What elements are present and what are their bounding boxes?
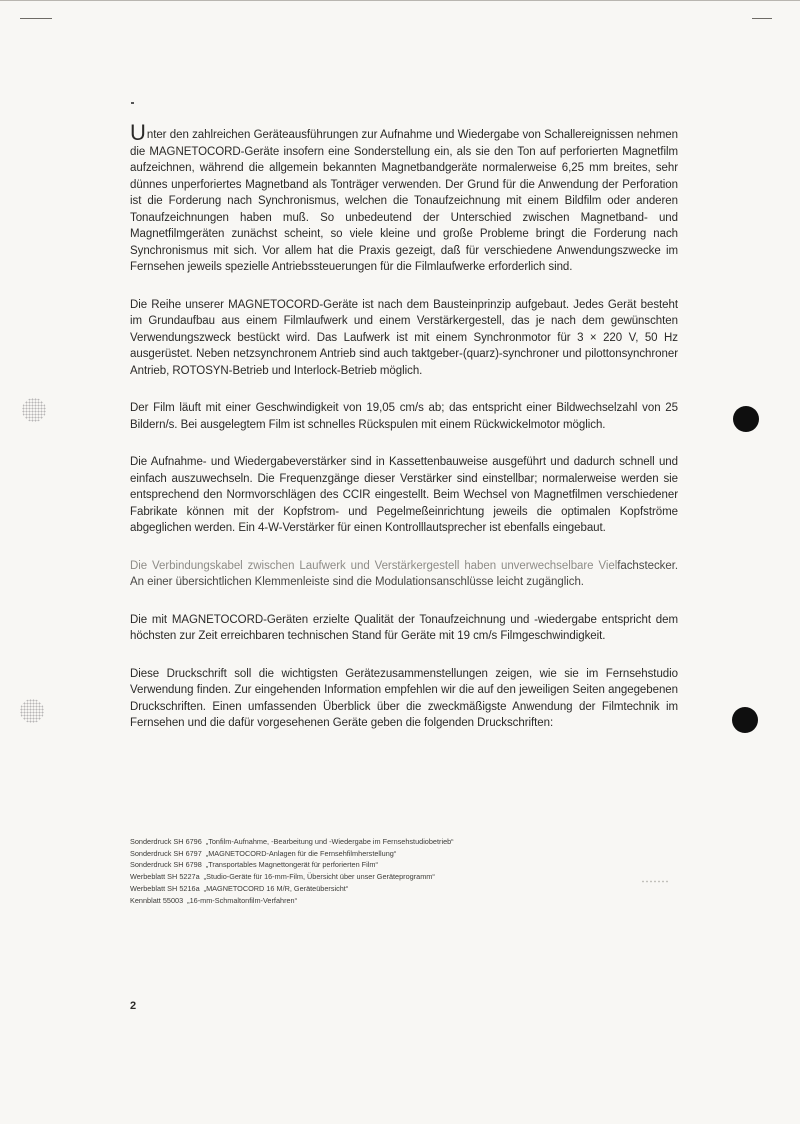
publication-overview-paragraph: Diese Druckschrift soll die wichtigsten Gerätezusammenstellungen zeigen, wie sie im Fernsehstudio Verwendung finden. Zur eingehenden Information empfehlen wir die auf den jeweiligen Seiten angegebenen Druckschriften. Einen umfassenden Überblick über die zweckmäßigste Anwendung der Filmtechnik im Fernsehen und die dafür vorgesehenen Geräte geben die folgenden Druckschriften:: [130, 667, 678, 729]
document-body: [130, 120, 678, 753]
reference-title: „Transportables Magnettongerät für perforierten Film“: [205, 860, 378, 870]
reference-title: „16-mm-Schmaltonfilm-Verfahren“: [187, 895, 298, 905]
reference-item: [130, 871, 650, 883]
reference-list: [130, 836, 650, 906]
connector-faded-text: Die Verbindungskabel zwischen Laufwerk und Verstärkergestell haben unverwechselbare Viel: [130, 559, 618, 572]
reference-item: [130, 848, 650, 860]
connector-text: fachstecker. An einer übersichtlichen Klemmenleiste sind die Modulationsanschlüsse leicht zugänglich.: [130, 559, 678, 588]
quality-paragraph: Die mit MAGNETOCORD-Geräten erzielte Qualität der Tonaufzeichnung und -wiedergabe entspricht dem höchsten zur Zeit erreichbaren technischen Stand für Geräte mit 19 cm/s Filmgeschwindigkeit.: [130, 613, 678, 642]
intro-paragraph: [130, 120, 678, 276]
upper-punch-hole: [733, 406, 759, 432]
upper-dot-pattern: [22, 398, 46, 422]
reference-title: „MAGNETOCORD-Anlagen für die Fernsehfilmherstellung“: [205, 848, 397, 858]
lower-punch-hole: [732, 707, 758, 733]
modular-system-paragraph: Die Reihe unserer MAGNETOCORD-Geräte ist nach dem Bausteinprinzip aufgebaut. Jedes Gerät besteht im Grundaufbau aus einem Filmlaufwerk und einem Verstärkergestell, das je nach dem gewünschten Verwendungszweck bestückt wird. Das Laufwerk ist mit einem Synchronmotor für 3 × 220 V, 50 Hz ausgerüstet. Neben netzsynchronem Antrieb sind auch taktgeber-(quarz)-synchroner und pilottonsynchroner Antrieb, ROTOSYN-Betrieb und Interlock-Betrieb möglich.: [130, 298, 678, 377]
reference-code: Werbeblatt SH 5216a: [130, 883, 200, 893]
reference-item: [130, 895, 650, 907]
dropcap-letter: U: [130, 120, 146, 145]
film-speed-paragraph: Der Film läuft mit einer Geschwindigkeit von 19,05 cm/s ab; das entspricht einer Bildwechselzahl von 25 Bildern/s. Bei ausgelegtem Film ist schnelles Rückspulen mit einem Rückwickelmotor möglich.: [130, 402, 678, 431]
reference-code: Werbeblatt SH 5227a: [130, 872, 200, 882]
reference-title: „Tonfilm-Aufnahme, -Bearbeitung und -Wiedergabe im Fernsehstudiobetrieb“: [205, 837, 454, 846]
lower-dot-pattern: [20, 699, 44, 723]
reference-item: [130, 883, 650, 895]
intro-text: nter den zahlreichen Geräteausführungen zur Aufnahme und Wiedergabe von Schallereignissen nehmen die MAGNETOCORD-Geräte insofern eine Sonderstellung ein, als sie den Ton auf perforierten Magnetfilm aufzeichnen, während die allgemein bekannten Magnetbandgeräte normalerweise 6,25 mm breites, sehr dünnes unperforiertes Magnetband als Tonträger verwenden. Der Grund für die Anwendung der Perforation ist die Forderung nach Synchronismus, welchen die Tonaufzeichnung mit einem Bildfilm oder anderen Tonaufzeichnungen haben muß. So unbedeutend der Unterschied zwischen Magnetband- und Magnetfilmgeräten zunächst scheint, so viele kleine und große Probleme bringt die Forderung nach Synchronismus mit sich. Vor allem hat die Praxis gezeigt, daß für verschiedene Anwendungszwecke im Fernsehen jeweils spezielle Antriebssteuerungen für die Filmlaufwerke erforderlich sind.: [130, 129, 678, 273]
reference-code: Sonderdruck SH 6797: [130, 848, 202, 858]
reference-code: Kennblatt 55003: [130, 895, 184, 905]
left-crop-mark: [20, 18, 52, 19]
reference-code: Sonderdruck SH 6796: [130, 837, 202, 846]
print-speck: [131, 102, 134, 104]
reference-title: „Studio-Geräte für 16-mm-Film, Übersicht über unser Geräteprogramm“: [203, 872, 435, 882]
reference-item: [130, 836, 650, 848]
reference-code: Sonderdruck SH 6798: [130, 860, 202, 870]
reference-title: „MAGNETOCORD 16 M/R, Geräteübersicht“: [203, 883, 349, 893]
top-border-line: [0, 0, 800, 1]
connector-paragraph: [130, 558, 678, 591]
right-crop-mark: [752, 18, 772, 19]
page-number: 2: [130, 1000, 137, 1012]
reference-item: [130, 859, 650, 871]
amplifier-paragraph: Die Aufnahme- und Wiedergabeverstärker sind in Kassettenbauweise ausgeführt und dadurch schnell und einfach auszuwechseln. Die Frequenzgänge dieser Verstärker sind einstellbar; normalerweise werden sie entsprechend den Normvorschlägen des CCIR eingestellt. Beim Wechsel von Magnetfilmen verschiedener Fabrikate können mit der Kopfstrom- und Pegelmeßeinrichtung jeweils die optimalen Kopfströme abgeglichen werden. Ein 4-W-Verstärker für einen Kontrolllautsprecher ist ebenfalls eingebaut.: [130, 456, 678, 534]
